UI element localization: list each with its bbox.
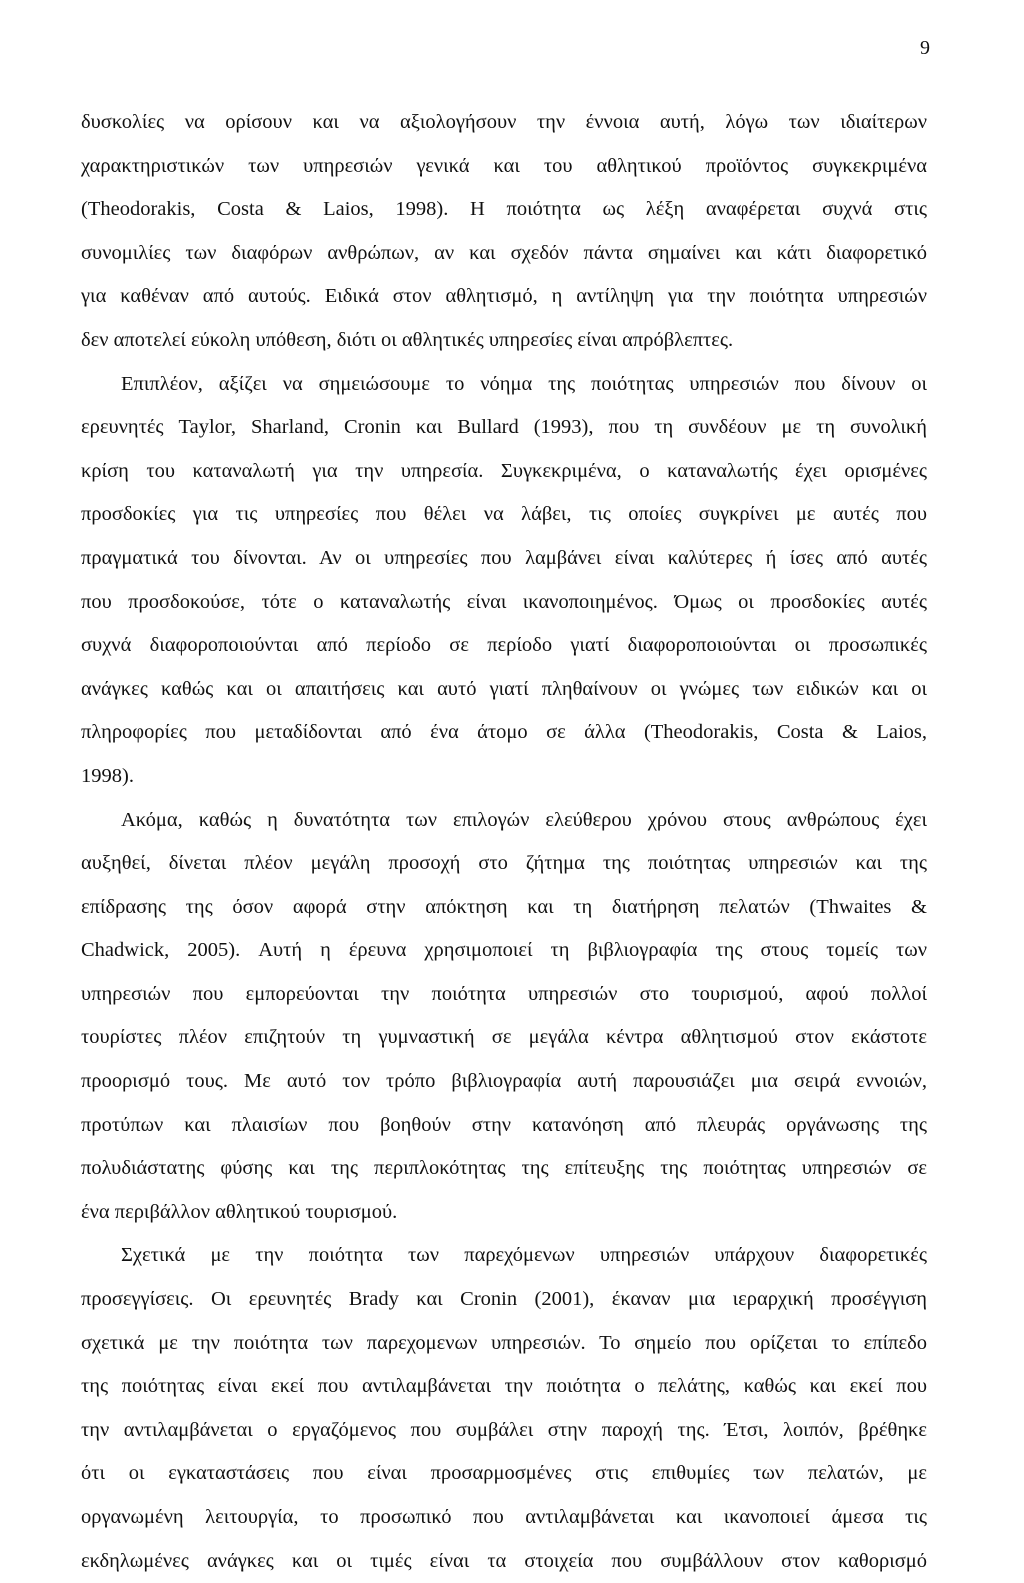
text-line: ερευνητές Taylor, Sharland, Cronin και Bullard (1993), που τη συνδέουν με τη συνολική (81, 416, 927, 439)
text-line: πραγματικά του δίνονται. Αν οι υπηρεσίες που λαμβάνει είναι καλύτερες ή ίσες από αυτές (81, 546, 927, 569)
text-line: ανάγκες καθώς και οι απαιτήσεις και αυτό γιατί πληθαίνουν οι γνώμες των ειδικών και οι (81, 677, 927, 700)
text-line: Επιπλέον, αξίζει να σημειώσουμε το νόημα της ποιότητας υπηρεσιών που δίνουν οι (121, 372, 927, 395)
text-line: προσδοκίες για τις υπηρεσίες που θέλει να λάβει, τις οποίες συγκρίνει με αυτές που (81, 503, 927, 526)
text-line: την αντιλαμβάνεται ο εργαζόμενος που συμβάλει στην παροχή της. Έτσι, λοιπόν, βρέθηκε (81, 1418, 927, 1441)
text-line: τουρίστες πλέον επιζητούν τη γυμναστική σε μεγάλα κέντρα αθλητισμού στον εκάστοτε (81, 1026, 927, 1049)
text-line: ότι οι εγκαταστάσεις που είναι προσαρμοσμένες στις επιθυμίες των πελατών, με (81, 1462, 927, 1485)
text-line: σχετικά με την ποιότητα των παρεχομενων υπηρεσιών. Το σημείο που ορίζεται το επίπεδο (81, 1331, 927, 1354)
page-number: 9 (920, 37, 930, 59)
text-line: που προσδοκούσε, τότε ο καταναλωτής είναι ικανοποιημένος. Όμως οι προσδοκίες αυτές (81, 590, 927, 613)
text-line: προσεγγίσεις. Οι ερευνητές Brady και Cronin (2001), έκαναν μια ιεραρχική προσέγγιση (81, 1288, 927, 1311)
text-line: Σχετικά με την ποιότητα των παρεχόμενων υπηρεσιών υπάρχουν διαφορετικές (121, 1244, 927, 1267)
text-line: κρίση του καταναλωτή για την υπηρεσία. Συγκεκριμένα, ο καταναλωτής έχει ορισμένες (81, 459, 927, 482)
document-body (81, 101, 927, 1583)
text-line: αυξηθεί, δίνεται πλέον μεγάλη προσοχή στο ζήτημα της ποιότητας υπηρεσιών και της (81, 852, 927, 875)
text-line: δεν αποτελεί εύκολη υπόθεση, διότι οι αθλητικές υπηρεσίες είναι απρόβλεπτες. (81, 328, 734, 351)
text-line: δυσκολίες να ορίσουν και να αξιολογήσουν την έννοια αυτή, λόγω των ιδιαίτερων (81, 111, 927, 133)
text-line: για καθέναν από αυτούς. Ειδικά στον αθλητισμό, η αντίληψη για την ποιότητα υπηρεσιών (81, 285, 927, 308)
text-line: συχνά διαφοροποιούνται από περίοδο σε περίοδο γιατί διαφοροποιούνται οι προσωπικές (81, 634, 927, 657)
text-line: (Theodorakis, Costa & Laios, 1998). Η ποιότητα ως λέξη αναφέρεται συχνά στις (81, 198, 927, 221)
text-line: οργανωμένη λειτουργία, το προσωπικό που αντιλαμβάνεται και ικανοποιεί άμεσα τις (81, 1506, 927, 1528)
text-line: πολυδιάστατης φύσης και της περιπλοκότητας της επίτευξης της ποιότητας υπηρεσιών σε (81, 1157, 927, 1180)
text-line: Chadwick, 2005). Αυτή η έρευνα χρησιμοποιεί τη βιβλιογραφία της στους τομείς των (81, 939, 927, 962)
text-line: υπηρεσιών που εμπορεύονται την ποιότητα υπηρεσιών στο τουρισμού, αφού πολλοί (81, 982, 927, 1005)
text-line: χαρακτηριστικών των υπηρεσιών γενικά και του αθλητικού προϊόντος συγκεκριμένα (81, 154, 927, 177)
text-line: προτύπων και πλαισίων που βοηθούν στην κατανόηση από πλευράς οργάνωσης της (81, 1113, 927, 1136)
text-line: της ποιότητας είναι εκεί που αντιλαμβάνεται την ποιότητα ο πελάτης, καθώς και εκεί που (81, 1375, 927, 1398)
text-line: εκδηλωμένες ανάγκες και οι τιμές είναι τα στοιχεία που συμβάλλουν στον καθορισμό (81, 1549, 927, 1572)
text-line: 1998). (81, 764, 134, 787)
text-line: συνομιλίες των διαφόρων ανθρώπων, αν και σχεδόν πάντα σημαίνει και κάτι διαφορετικό (81, 241, 927, 264)
text-line: πληροφορίες που μεταδίδονται από ένα άτομο σε άλλα (Theodorakis, Costa & Laios, (81, 721, 927, 744)
text-line: ένα περιβάλλον αθλητικού τουρισμού. (81, 1200, 398, 1223)
text-line: προορισμό τους. Με αυτό τον τρόπο βιβλιογραφία αυτή παρουσιάζει μια σειρά εννοιών, (81, 1070, 927, 1093)
text-line: Ακόμα, καθώς η δυνατότητα των επιλογών ελεύθερου χρόνου στους ανθρώπους έχει (121, 808, 927, 831)
text-line: επίδρασης της όσον αφορά στην απόκτηση και τη διατήρηση πελατών (Thwaites & (81, 895, 927, 918)
